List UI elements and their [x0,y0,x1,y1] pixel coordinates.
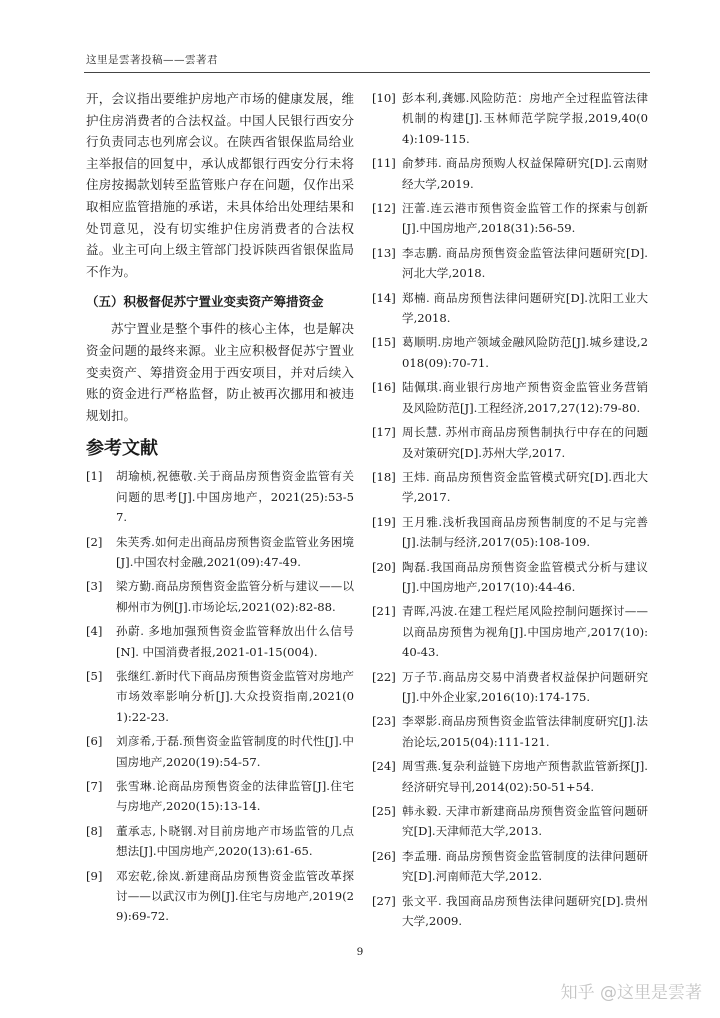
reference-number: [16] [372,380,396,395]
reference-number: [2] [86,534,103,549]
reference-text: 梁方勤.商品房预售资金监管分析与建议——以柳州市为例[J].市场论坛,2021(02):82-88. [116,579,354,614]
reference-item [372,601,648,662]
reference-number: [18] [372,469,396,484]
reference-number: [9] [86,868,103,883]
reference-number: [21] [372,604,396,619]
reference-text: 韩永毅. 天津市新建商品房预售资金监管问题研究[D].天津师范大学,2013. [402,804,648,839]
reference-text: 王炜. 商品房预售资金监管模式研究[D].西北大学,2017. [402,469,648,505]
reference-text: 张继红.新时代下商品房预售资金监管对房地产市场效率影响分析[J].大众投资指南,2021(01):22-23. [116,668,354,724]
reference-number: [5] [86,668,103,683]
reference-number: [8] [86,823,103,838]
reference-item [86,576,354,617]
reference-item [372,422,648,463]
reference-text: 葛顺明.房地产领域金融风险防范[J].城乡建设,2018(09):70-71. [402,335,648,370]
reference-text: 陶磊.我国商品房预售资金监管模式分析与建议[J].中国房地产,2017(10):44-46. [402,559,648,594]
paragraph-continued: 开，会议指出要维护房地产市场的健康发展，维护住房消费者的合法权益。中国人民银行西安分行负责同志也列席会议。在陕西省银保监局给业主举报信的回复中，承认成都银行西安分行未将住房按揭款划转至监管账户存在问题，仅作出采取相应监管措施的承诺，未具体给出处理结果和处罚意见，没有切实维护住房消费者的合法权益。业主可向上级主管部门投诉陕西省银保监局不作为。 [86,91,354,279]
reference-text: 刘彦希,于磊.预售资金监管制度的时代性[J].中国房地产,2020(19):54-57. [116,734,354,769]
reference-text: 张文平. 我国商品房预售法律问题研究[D].贵州大学,2009. [402,893,648,929]
header-rule [84,72,650,73]
paragraph-suning: 苏宁置业是整个事件的核心主体，也是解决资金问题的最终来源。业主应积极督促苏宁置业变卖资产、筹措资金用于西安项目，并对后续入账的资金进行严格监督，防止被再次挪用和被违规划扣。 [86,321,354,423]
reference-item [372,88,648,149]
reference-number: [17] [372,425,396,440]
reference-number: [4] [86,624,103,639]
reference-item [372,288,648,329]
zhihu-watermark: 知乎 @这里是雲著 [560,983,702,1003]
reference-number: [3] [86,579,103,594]
page-number: 9 [356,946,364,958]
reference-item [86,621,354,662]
reference-text: 郑楠. 商品房预售法律问题研究[D].沈阳工业大学,2018. [402,290,648,326]
reference-number: [15] [372,335,396,350]
reference-text: 俞梦玮. 商品房预购人权益保障研究[D].云南财经大学,2019. [402,156,648,191]
reference-text: 孙蔚. 多地加强预售资金监管释放出什么信号[N]. 中国消费者报,2021-01-15(004). [116,624,354,659]
reference-item [372,756,648,797]
reference-item [372,153,648,194]
reference-item [372,332,648,373]
reference-text: 李志鹏. 商品房预售资金监管法律问题研究[D].河北大学,2018. [402,245,648,281]
reference-number: [24] [372,759,396,774]
reference-list-right [372,88,648,931]
reference-item [372,198,648,239]
reference-number: [12] [372,201,396,216]
reference-number: [26] [372,848,396,863]
reference-text: 李孟珊. 商品房预售资金监管制度的法律问题研究[D].河南师范大学,2012. [402,848,648,884]
left-column [86,88,354,931]
reference-text: 王月雅.浅析我国商品房预售制度的不足与完善[J].法制与经济,2017(05):108-109. [402,514,648,550]
reference-number: [19] [372,514,396,529]
reference-number: [10] [372,91,396,105]
reference-text: 张雪琳.论商品房预售资金的法律监管[J].住宅与房地产,2020(15):13-14. [116,779,354,814]
reference-text: 李翠影.商品房预售资金监管法律制度研究[J].法治论坛,2015(04):111-121. [402,714,648,749]
running-header: 这里是雲著投稿——雲著君 [86,54,218,66]
reference-item [86,866,354,927]
reference-number: [25] [372,804,396,818]
reference-number: [6] [86,734,103,749]
reference-text: 周雪燕.复杂利益链下房地产预售款监管新探[J].经济研究导刊,2014(02):50-51+54. [402,759,648,794]
reference-text: 董承志,卜晓钢.对目前房地产市场监管的几点想法[J].中国房地产,2020(13):61-65. [116,823,354,859]
reference-text: 周长慧. 苏州市商品房预售制执行中存在的问题及对策研究[D].苏州大学,2017. [402,425,648,460]
reference-text: 万子节.商品房交易中消费者权益保护问题研究[J].中外企业家,2016(10):174-175. [402,669,648,704]
reference-item [86,466,354,527]
reference-list-left [86,466,354,927]
reference-number: [11] [372,156,396,171]
reference-item [86,821,354,862]
reference-item [372,467,648,508]
right-column [372,88,648,935]
reference-item [372,801,648,842]
reference-number: [20] [372,559,396,574]
subsection-heading: （五）积极督促苏宁置业变卖资产筹措资金 [86,294,324,310]
reference-number: [7] [86,779,103,793]
reference-text: 青晖,冯波.在建工程烂尾风险控制问题探讨——以商品房预售为视角[J].中国房地产,2017(10):40-43. [402,604,648,660]
reference-text: 汪蕾.连云港市预售资金监管工作的探索与创新[J].中国房地产,2018(31):56-59. [402,201,648,236]
reference-number: [14] [372,290,396,305]
reference-item [372,891,648,932]
reference-item [372,557,648,598]
reference-item [86,731,354,772]
reference-number: [22] [372,669,396,684]
reference-text: 朱芙秀.如何走出商品房预售资金监管业务困境[J].中国农村金融,2021(09):47-49. [116,534,354,569]
reference-item [372,667,648,708]
reference-text: 陆佩琪.商业银行房地产预售资金监管业务营销及风险防范[J].工程经济,2017,27(12):79-80. [402,380,648,415]
reference-number: [27] [372,893,396,908]
reference-item [372,711,648,752]
reference-number: [13] [372,245,396,260]
references-heading: 参考文献 [86,438,158,460]
reference-text: 胡瑜桢,祝德敬.关于商品房预售资金监管有关问题的思考[J].中国房地产，2021(25):53-57. [116,469,354,525]
reference-item [86,666,354,727]
reference-item [372,846,648,887]
reference-item [372,243,648,284]
reference-number: [23] [372,714,396,729]
reference-item [86,532,354,573]
reference-item [372,377,648,418]
reference-item [372,512,648,553]
reference-text: 邓宏乾,徐岚.新建商品房预售资金监管改革探讨——以武汉市为例[J].住宅与房地产,2019(29):69-72. [116,868,354,924]
reference-number: [1] [86,469,103,484]
reference-item [86,776,354,817]
reference-text: 彭本利,龚娜.风险防范：房地产全过程监管法律机制的构建[J].玉林师范学院学报,2019,40(04):109-115. [402,91,648,146]
